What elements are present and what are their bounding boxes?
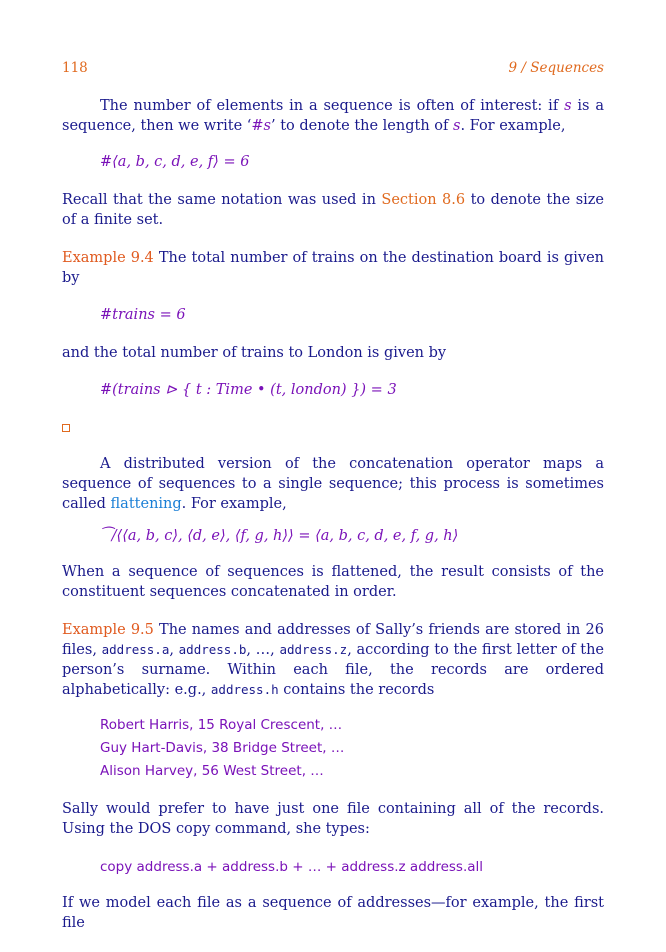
paragraph-length-notation: The number of elements in a sequence is often of interest: if s is a sequence, then we write ‘#s’ to denote the length of s. For example,	[62, 98, 604, 134]
example-9-5: Example 9.5 The names and addresses of Sally’s friends are stored in 26 files, address.a, address.b, …, address.z, according to the first letter of the person’s surname. Within each file, the records are ordered alphabetically: e.g., address.h contains the records	[62, 622, 605, 698]
list-item: Alison Harvey, 56 West Street, …	[100, 763, 324, 779]
flattening-term: flattening	[110, 496, 182, 512]
example-label: Example 9.5	[62, 622, 154, 638]
paragraph-flattened-result: When a sequence of sequences is flattened, the result consists of the constituent sequences concatenated in order.	[62, 564, 604, 600]
equation-trains-count: #trains = 6	[100, 307, 186, 323]
page-header	[62, 60, 604, 78]
equation-flatten: ⁀/⟨⟨a, b, c⟩, ⟨d, e⟩, ⟨f, g, h⟩⟩ = ⟨a, b, c, d, e, f, g, h⟩	[100, 528, 459, 544]
example-9-4: Example 9.4 The total number of trains on the destination board is given by	[62, 250, 604, 286]
records-list	[62, 714, 604, 783]
page-body	[62, 96, 604, 933]
list-item: Robert Harris, 15 Royal Crescent, …	[100, 717, 343, 733]
paragraph-london: and the total number of trains to London is given by	[62, 345, 447, 361]
page-number: 118	[62, 60, 88, 76]
equation-trains-london: #(trains ⊳ { t : Time • (t, london) }) = 3	[100, 382, 397, 398]
equation-length-example: #⟨a, b, c, d, e, f⟩ = 6	[100, 154, 250, 170]
section-link[interactable]: Section 8.6	[381, 192, 466, 208]
paragraph-model-files: If we model each file as a sequence of addresses—for example, the first file	[62, 895, 604, 931]
paragraph-sally-dos: Sally would prefer to have just one file containing all of the records. Using the DOS copy command, she types:	[62, 801, 604, 837]
paragraph-recall: Recall that the same notation was used in Section 8.6 to denote the size of a finite set.	[62, 192, 604, 228]
end-of-example	[62, 418, 604, 438]
running-title: 9 / Sequences	[508, 60, 604, 76]
paragraph-flattening: A distributed version of the concatenation operator maps a sequence of sequences to a single sequence; this process is sometimes called flattening. For example,	[62, 456, 604, 512]
list-item: Guy Hart-Davis, 38 Bridge Street, …	[100, 740, 345, 756]
example-label: Example 9.4	[62, 250, 154, 266]
qed-square-icon	[62, 424, 70, 432]
dos-command: copy address.a + address.b + … + address.z address.all	[100, 859, 484, 875]
